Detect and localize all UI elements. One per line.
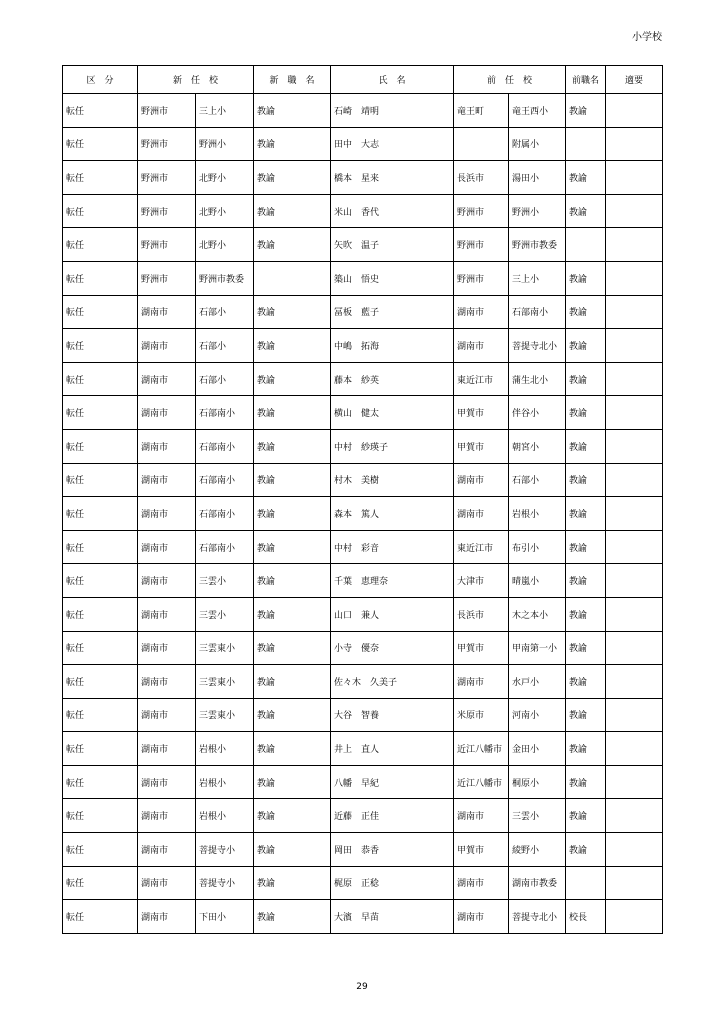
cell-new-school: 三雲小: [196, 564, 254, 598]
cell-category: 転任: [63, 94, 138, 128]
cell-previous-position: 教諭: [566, 631, 606, 665]
cell-previous-position: 教諭: [566, 698, 606, 732]
column-header-remarks: 適要: [606, 66, 663, 94]
cell-previous-school: 湖南市教委: [509, 866, 566, 900]
cell-category: 転任: [63, 900, 138, 934]
cell-previous-school: 木之本小: [509, 597, 566, 631]
table-row: [63, 161, 663, 195]
cell-previous-school: 竜王西小: [509, 94, 566, 128]
cell-new-school: 岩根小: [196, 799, 254, 833]
cell-previous-position: 教諭: [566, 597, 606, 631]
cell-new-school-city: 湖南市: [138, 362, 196, 396]
cell-previous-school: 野洲市教委: [509, 228, 566, 262]
cell-previous-position: 教諭: [566, 564, 606, 598]
cell-new-school-city: 湖南市: [138, 329, 196, 363]
cell-previous-school-city: 湖南市: [454, 900, 509, 934]
table-row: [63, 261, 663, 295]
cell-previous-position: 教諭: [566, 765, 606, 799]
cell-new-school: 三雲小: [196, 597, 254, 631]
cell-new-school: 菩提寺小: [196, 833, 254, 867]
cell-new-school-city: 湖南市: [138, 295, 196, 329]
cell-previous-school-city: 米原市: [454, 698, 509, 732]
cell-new-position: 教諭: [254, 866, 331, 900]
cell-name: 横山 健太: [331, 396, 454, 430]
cell-category: 転任: [63, 295, 138, 329]
cell-remarks: [606, 161, 663, 195]
cell-name: 岡田 恭香: [331, 833, 454, 867]
cell-remarks: [606, 463, 663, 497]
cell-previous-position: 教諭: [566, 194, 606, 228]
table-row: [63, 497, 663, 531]
cell-remarks: [606, 799, 663, 833]
cell-previous-school-city: 竜王町: [454, 94, 509, 128]
cell-previous-school: 河南小: [509, 698, 566, 732]
table-header-row: [63, 66, 663, 94]
cell-previous-school-city: 湖南市: [454, 295, 509, 329]
cell-category: 転任: [63, 631, 138, 665]
column-header-name: 氏 名: [331, 66, 454, 94]
table-row: [63, 194, 663, 228]
cell-previous-school-city: 湖南市: [454, 799, 509, 833]
cell-name: 村木 美樹: [331, 463, 454, 497]
cell-previous-school: 三上小: [509, 261, 566, 295]
cell-remarks: [606, 127, 663, 161]
cell-new-school: 下田小: [196, 900, 254, 934]
table-row: [63, 799, 663, 833]
cell-previous-position: 教諭: [566, 732, 606, 766]
cell-previous-school: 石部南小: [509, 295, 566, 329]
cell-new-school-city: 湖南市: [138, 463, 196, 497]
cell-name: 中村 彩音: [331, 530, 454, 564]
cell-new-position: 教諭: [254, 765, 331, 799]
cell-remarks: [606, 497, 663, 531]
table-row: [63, 228, 663, 262]
cell-previous-school-city: 甲賀市: [454, 833, 509, 867]
cell-previous-school-city: 湖南市: [454, 866, 509, 900]
cell-remarks: [606, 396, 663, 430]
cell-new-position: 教諭: [254, 530, 331, 564]
cell-new-school-city: 野洲市: [138, 228, 196, 262]
cell-category: 転任: [63, 429, 138, 463]
cell-new-school-city: 野洲市: [138, 194, 196, 228]
cell-name: 八幡 早紀: [331, 765, 454, 799]
cell-new-school-city: 湖南市: [138, 900, 196, 934]
cell-name: 中村 紗瑛子: [331, 429, 454, 463]
category-label: 小学校: [632, 32, 662, 43]
cell-new-position: 教諭: [254, 429, 331, 463]
cell-new-school-city: 湖南市: [138, 564, 196, 598]
table-row: [63, 732, 663, 766]
cell-new-position: 教諭: [254, 194, 331, 228]
table-row: [63, 396, 663, 430]
cell-new-position: 教諭: [254, 665, 331, 699]
cell-previous-school: 晴嵐小: [509, 564, 566, 598]
cell-previous-school: 湯田小: [509, 161, 566, 195]
cell-new-position: 教諭: [254, 329, 331, 363]
cell-new-school: 三雲東小: [196, 631, 254, 665]
cell-previous-school-city: 湖南市: [454, 497, 509, 531]
cell-category: 転任: [63, 329, 138, 363]
cell-new-school-city: 湖南市: [138, 631, 196, 665]
cell-remarks: [606, 665, 663, 699]
cell-previous-school: 金田小: [509, 732, 566, 766]
cell-remarks: [606, 194, 663, 228]
column-header-category: 区 分: [63, 66, 138, 94]
cell-new-position: 教諭: [254, 833, 331, 867]
table-body: [63, 94, 663, 934]
cell-previous-school-city: 大津市: [454, 564, 509, 598]
cell-new-position: 教諭: [254, 799, 331, 833]
cell-new-school: 菩提寺小: [196, 866, 254, 900]
cell-previous-position: 教諭: [566, 362, 606, 396]
cell-name: 矢吹 温子: [331, 228, 454, 262]
cell-name: 田中 大志: [331, 127, 454, 161]
cell-previous-position: 教諭: [566, 530, 606, 564]
column-header-new-school: 新 任 校: [138, 66, 254, 94]
table-row: [63, 900, 663, 934]
cell-new-school-city: 湖南市: [138, 429, 196, 463]
cell-previous-school-city: 東近江市: [454, 530, 509, 564]
table-row: [63, 866, 663, 900]
cell-remarks: [606, 329, 663, 363]
cell-new-school-city: 野洲市: [138, 261, 196, 295]
cell-remarks: [606, 94, 663, 128]
cell-category: 転任: [63, 732, 138, 766]
cell-previous-position: 教諭: [566, 665, 606, 699]
table-row: [63, 833, 663, 867]
cell-new-school: 石部南小: [196, 497, 254, 531]
cell-category: 転任: [63, 261, 138, 295]
cell-new-school: 北野小: [196, 161, 254, 195]
cell-category: 転任: [63, 396, 138, 430]
cell-category: 転任: [63, 497, 138, 531]
cell-new-school: 石部南小: [196, 530, 254, 564]
cell-name: 大谷 智養: [331, 698, 454, 732]
cell-category: 転任: [63, 597, 138, 631]
cell-previous-school-city: 湖南市: [454, 463, 509, 497]
cell-remarks: [606, 732, 663, 766]
cell-remarks: [606, 631, 663, 665]
cell-previous-school-city: 東近江市: [454, 362, 509, 396]
table-row: [63, 530, 663, 564]
cell-name: 森本 篤人: [331, 497, 454, 531]
cell-category: 転任: [63, 665, 138, 699]
cell-previous-school: 綾野小: [509, 833, 566, 867]
cell-previous-school: 石部小: [509, 463, 566, 497]
table-row: [63, 597, 663, 631]
cell-new-position: 教諭: [254, 228, 331, 262]
cell-new-school-city: 湖南市: [138, 698, 196, 732]
cell-new-school: 岩根小: [196, 732, 254, 766]
cell-remarks: [606, 362, 663, 396]
cell-previous-position: 教諭: [566, 429, 606, 463]
cell-new-school-city: 湖南市: [138, 866, 196, 900]
cell-previous-school-city: 野洲市: [454, 228, 509, 262]
cell-previous-position: 教諭: [566, 161, 606, 195]
cell-remarks: [606, 228, 663, 262]
cell-previous-position: 教諭: [566, 497, 606, 531]
cell-new-school-city: 湖南市: [138, 497, 196, 531]
cell-previous-school-city: 近江八幡市: [454, 765, 509, 799]
table-row: [63, 564, 663, 598]
cell-previous-position: [566, 228, 606, 262]
cell-previous-school: 水戸小: [509, 665, 566, 699]
cell-name: 大濱 早苗: [331, 900, 454, 934]
table-row: [63, 665, 663, 699]
cell-category: 転任: [63, 161, 138, 195]
cell-category: 転任: [63, 698, 138, 732]
cell-previous-school-city: 野洲市: [454, 194, 509, 228]
cell-category: 転任: [63, 127, 138, 161]
cell-previous-school-city: 湖南市: [454, 329, 509, 363]
cell-previous-position: 教諭: [566, 329, 606, 363]
cell-category: 転任: [63, 530, 138, 564]
cell-new-school-city: 湖南市: [138, 732, 196, 766]
cell-previous-school-city: 長浜市: [454, 161, 509, 195]
cell-remarks: [606, 833, 663, 867]
cell-new-position: 教諭: [254, 631, 331, 665]
cell-name: 千葉 恵理奈: [331, 564, 454, 598]
cell-name: 井上 直人: [331, 732, 454, 766]
cell-new-school-city: 野洲市: [138, 161, 196, 195]
cell-new-position: 教諭: [254, 396, 331, 430]
cell-previous-school: 菩提寺北小: [509, 900, 566, 934]
cell-previous-school: 朝宮小: [509, 429, 566, 463]
cell-new-school-city: 湖南市: [138, 396, 196, 430]
table-row: [63, 295, 663, 329]
cell-category: 転任: [63, 799, 138, 833]
cell-remarks: [606, 866, 663, 900]
cell-new-position: 教諭: [254, 161, 331, 195]
cell-new-school: 石部南小: [196, 429, 254, 463]
cell-previous-position: 教諭: [566, 94, 606, 128]
cell-previous-school-city: 甲賀市: [454, 429, 509, 463]
cell-previous-school: 附属小: [509, 127, 566, 161]
page-number: 29: [356, 982, 368, 992]
cell-new-school-city: 湖南市: [138, 665, 196, 699]
table-row: [63, 429, 663, 463]
table-row: [63, 94, 663, 128]
cell-name: 冨板 藍子: [331, 295, 454, 329]
cell-name: 築山 悟史: [331, 261, 454, 295]
cell-previous-school: 野洲小: [509, 194, 566, 228]
cell-new-school: 石部小: [196, 362, 254, 396]
cell-new-position: 教諭: [254, 127, 331, 161]
table-row: [63, 698, 663, 732]
cell-category: 転任: [63, 194, 138, 228]
cell-new-position: 教諭: [254, 597, 331, 631]
cell-previous-school: 桐原小: [509, 765, 566, 799]
cell-name: 藤本 紗英: [331, 362, 454, 396]
table-row: [63, 631, 663, 665]
cell-previous-school-city: 長浜市: [454, 597, 509, 631]
cell-new-position: 教諭: [254, 564, 331, 598]
cell-remarks: [606, 564, 663, 598]
cell-previous-school: 岩根小: [509, 497, 566, 531]
cell-category: 転任: [63, 362, 138, 396]
cell-name: 橋本 星来: [331, 161, 454, 195]
cell-remarks: [606, 295, 663, 329]
table-row: [63, 127, 663, 161]
cell-previous-position: [566, 866, 606, 900]
cell-previous-school-city: [454, 127, 509, 161]
cell-new-position: 教諭: [254, 94, 331, 128]
cell-category: 転任: [63, 866, 138, 900]
column-header-previous-position: 前職名: [566, 66, 606, 94]
cell-new-school-city: 野洲市: [138, 127, 196, 161]
cell-new-school-city: 湖南市: [138, 597, 196, 631]
cell-remarks: [606, 261, 663, 295]
table-row: [63, 329, 663, 363]
cell-previous-position: 教諭: [566, 396, 606, 430]
cell-category: 転任: [63, 228, 138, 262]
cell-new-school: 野洲小: [196, 127, 254, 161]
cell-new-school: 三雲東小: [196, 665, 254, 699]
cell-previous-position: 教諭: [566, 261, 606, 295]
cell-new-school-city: 湖南市: [138, 765, 196, 799]
cell-new-position: 教諭: [254, 295, 331, 329]
cell-new-school: 岩根小: [196, 765, 254, 799]
cell-new-position: 教諭: [254, 362, 331, 396]
cell-name: 中嶋 拓海: [331, 329, 454, 363]
cell-new-school: 三上小: [196, 94, 254, 128]
cell-previous-school: 伴谷小: [509, 396, 566, 430]
personnel-table: [62, 65, 663, 934]
cell-new-school-city: 野洲市: [138, 94, 196, 128]
cell-new-position: 教諭: [254, 463, 331, 497]
cell-remarks: [606, 597, 663, 631]
cell-category: 転任: [63, 765, 138, 799]
cell-new-school: 三雲東小: [196, 698, 254, 732]
cell-category: 転任: [63, 564, 138, 598]
cell-new-school-city: 湖南市: [138, 799, 196, 833]
cell-previous-school: 甲南第一小: [509, 631, 566, 665]
table-row: [63, 463, 663, 497]
cell-name: 石崎 靖明: [331, 94, 454, 128]
cell-new-position: 教諭: [254, 732, 331, 766]
cell-new-school: 北野小: [196, 228, 254, 262]
cell-previous-school: 菩提寺北小: [509, 329, 566, 363]
cell-remarks: [606, 698, 663, 732]
cell-previous-school-city: 近江八幡市: [454, 732, 509, 766]
cell-new-school: 野洲市教委: [196, 261, 254, 295]
cell-new-position: 教諭: [254, 900, 331, 934]
cell-name: 米山 香代: [331, 194, 454, 228]
cell-name: 近藤 正佳: [331, 799, 454, 833]
cell-previous-position: 教諭: [566, 463, 606, 497]
cell-new-school-city: 湖南市: [138, 530, 196, 564]
cell-new-position: [254, 261, 331, 295]
cell-name: 山口 兼人: [331, 597, 454, 631]
cell-category: 転任: [63, 463, 138, 497]
cell-previous-position: 教諭: [566, 799, 606, 833]
cell-new-school: 石部南小: [196, 396, 254, 430]
cell-previous-position: 教諭: [566, 295, 606, 329]
column-header-new-position: 新 職 名: [254, 66, 331, 94]
cell-previous-school-city: 甲賀市: [454, 396, 509, 430]
cell-previous-school-city: 甲賀市: [454, 631, 509, 665]
cell-previous-school: 三雲小: [509, 799, 566, 833]
cell-previous-position: 校長: [566, 900, 606, 934]
cell-previous-position: 教諭: [566, 833, 606, 867]
table-row: [63, 362, 663, 396]
cell-previous-school-city: 湖南市: [454, 665, 509, 699]
cell-new-school: 北野小: [196, 194, 254, 228]
cell-remarks: [606, 900, 663, 934]
cell-previous-position: [566, 127, 606, 161]
table-row: [63, 765, 663, 799]
cell-new-school: 石部小: [196, 295, 254, 329]
cell-new-position: 教諭: [254, 497, 331, 531]
column-header-previous-school: 前 任 校: [454, 66, 566, 94]
cell-remarks: [606, 530, 663, 564]
cell-previous-school-city: 野洲市: [454, 261, 509, 295]
cell-new-position: 教諭: [254, 698, 331, 732]
cell-previous-school: 布引小: [509, 530, 566, 564]
cell-remarks: [606, 429, 663, 463]
cell-previous-school: 蒲生北小: [509, 362, 566, 396]
cell-remarks: [606, 765, 663, 799]
cell-name: 佐々木 久美子: [331, 665, 454, 699]
cell-name: 梶原 正稔: [331, 866, 454, 900]
cell-new-school: 石部小: [196, 329, 254, 363]
cell-category: 転任: [63, 833, 138, 867]
cell-new-school-city: 湖南市: [138, 833, 196, 867]
cell-name: 小寺 優奈: [331, 631, 454, 665]
cell-new-school: 石部南小: [196, 463, 254, 497]
